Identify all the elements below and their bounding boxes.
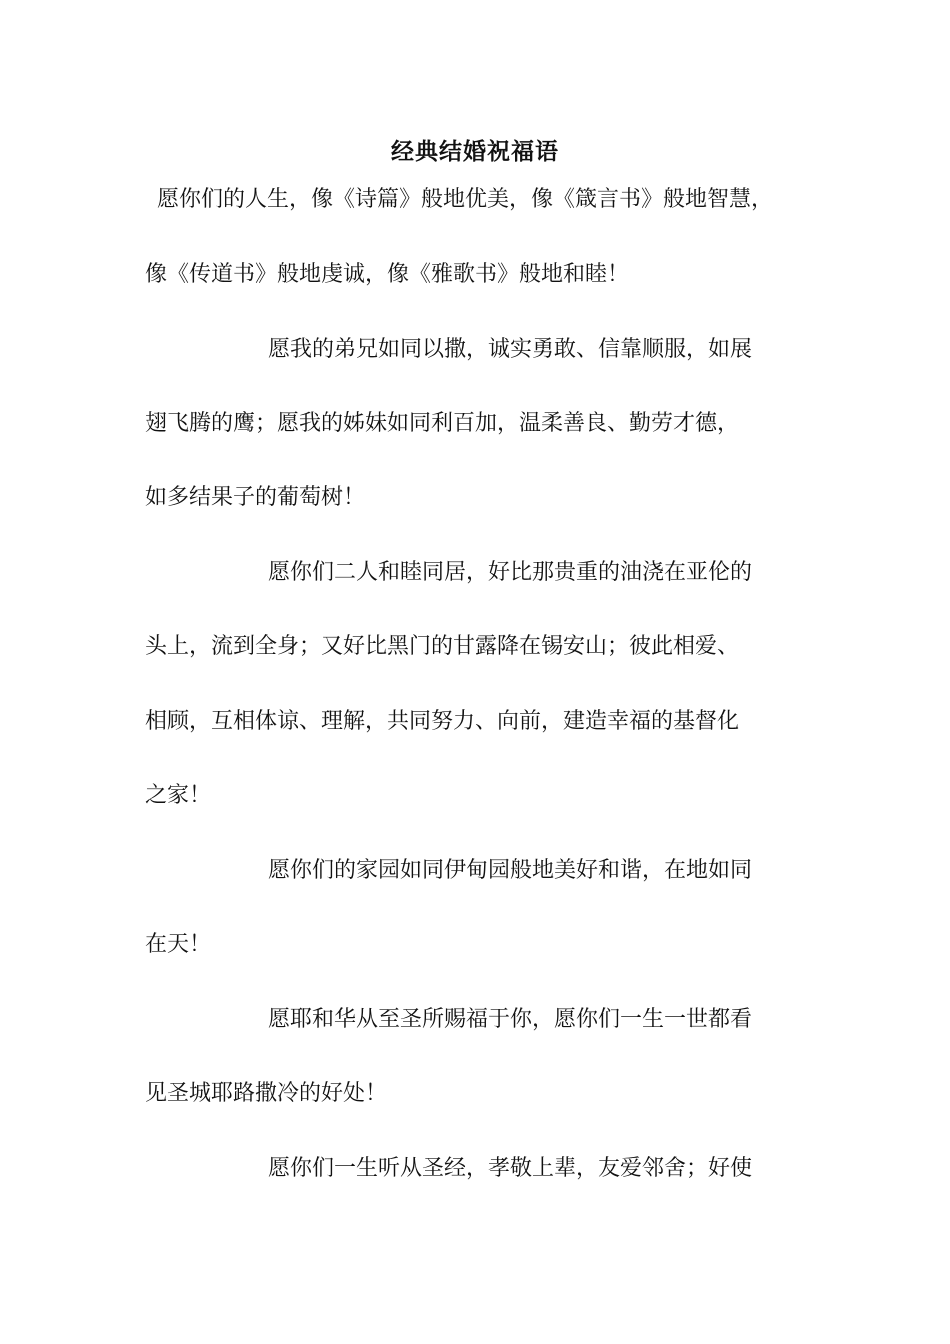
paragraph-line: 见圣城耶路撒冷的好处！ — [145, 1081, 388, 1106]
paragraph-line: 相顾，互相体谅、理解，共同努力、向前，建造幸福的基督化 — [145, 709, 740, 734]
paragraph-line: 在天！ — [145, 932, 212, 957]
paragraph-line: 愿你们的人生，像《诗篇》般地优美，像《箴言书》般地智慧， — [157, 187, 774, 212]
paragraph-line: 翅飞腾的鹰；愿我的姊妹如同利百加，温柔善良、勤劳才德， — [145, 411, 740, 436]
paragraph-line: 像《传道书》般地虔诚，像《雅歌书》般地和睦！ — [145, 262, 630, 287]
paragraph-line: 头上，流到全身；又好比黑门的甘露降在锡安山；彼此相爱、 — [145, 634, 740, 659]
document-title: 经典结婚祝福语 — [391, 138, 559, 165]
paragraph-line: 愿耶和华从至圣所赐福于你，愿你们一生一世都看 — [268, 1007, 753, 1032]
paragraph-line: 愿你们二人和睦同居，好比那贵重的油浇在亚伦的 — [268, 560, 753, 585]
paragraph-line: 之家！ — [145, 783, 212, 808]
paragraph-line: 愿你们一生听从圣经，孝敬上辈，友爱邻舍；好使 — [268, 1156, 753, 1181]
paragraph-line: 愿你们的家园如同伊甸园般地美好和谐，在地如同 — [268, 858, 753, 883]
paragraph-line: 愿我的弟兄如同以撒，诚实勇敢、信靠顺服，如展 — [268, 337, 753, 362]
paragraph-line: 如多结果子的葡萄树！ — [145, 485, 366, 510]
